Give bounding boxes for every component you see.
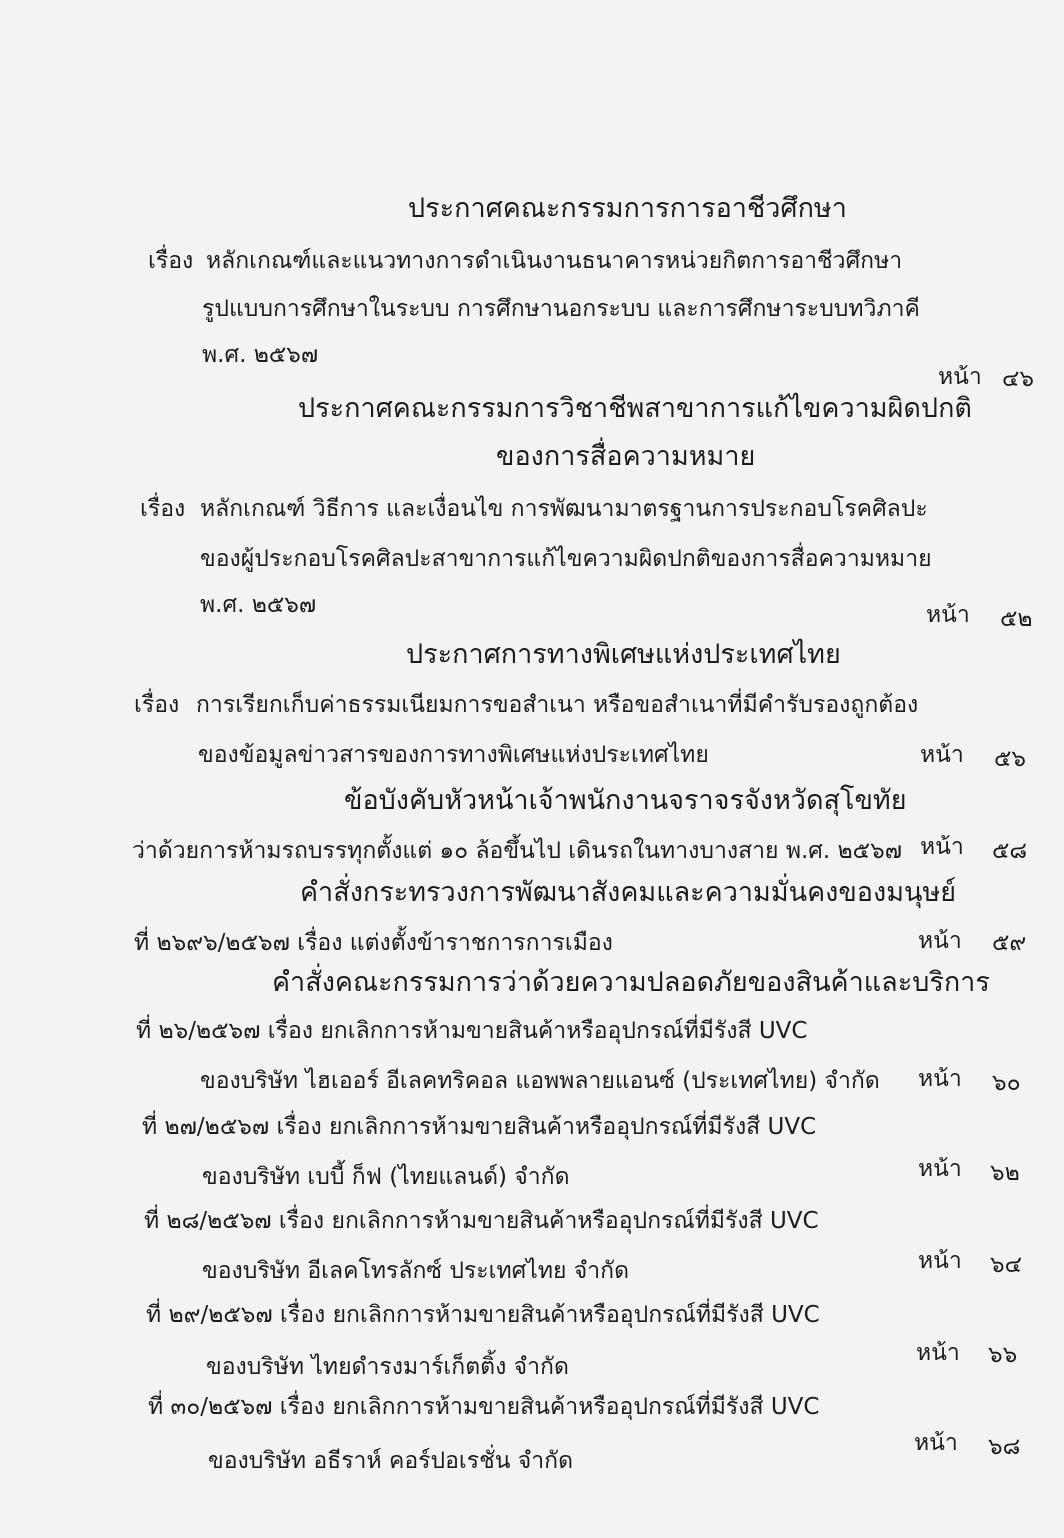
section-1-line-1: หลักเกณฑ์และแนวทางการดำเนินงานธนาคารหน่วยกิตการอาชีวศึกษา: [206, 248, 903, 274]
order-30-page-number: ๖๘: [988, 1434, 1021, 1460]
section-5-page-label: หน้า: [918, 928, 962, 954]
section-4-page-number: ๕๘: [992, 838, 1028, 864]
order-30-page-label: หน้า: [914, 1430, 958, 1456]
section-3-heading: ประกาศการทางพิเศษแห่งประเทศไทย: [406, 639, 841, 670]
section-3-page-number: ๕๖: [994, 746, 1027, 772]
order-27-page-label: หน้า: [918, 1156, 962, 1182]
order-28-page-number: ๖๔: [990, 1252, 1023, 1278]
section-5-line-1: ที่ ๒๖๙๖/๒๕๖๗ เรื่อง แต่งตั้งข้าราชการการเมือง: [134, 930, 613, 956]
order-29-page-number: ๖๖: [988, 1342, 1018, 1368]
order-30-line-2: ของบริษัท อธีราห์ คอร์ปอเรชั่น จำกัด: [208, 1448, 574, 1474]
order-29-line-2: ของบริษัท ไทยดำรงมาร์เก็ตติ้ง จำกัด: [206, 1354, 569, 1380]
section-1-page-number: ๔๖: [1002, 366, 1035, 392]
order-27-line-2: ของบริษัท เบบี้ ก็ฟ (ไทยแลนด์) จำกัด: [202, 1164, 570, 1190]
section-2-page-label: หน้า: [926, 602, 970, 628]
section-1-heading: ประกาศคณะกรรมการการอาชีวศึกษา: [408, 193, 847, 224]
section-2-heading-line-1: ประกาศคณะกรรมการวิชาชีพสาขาการแก้ไขความผิดปกติ: [298, 393, 972, 424]
section-3-rueang-label: เรื่อง: [134, 692, 180, 718]
section-5-page-number: ๕๙: [992, 930, 1027, 956]
order-26-page-number: ๖๐: [992, 1070, 1021, 1096]
order-28-line-2: ของบริษัท อีเลคโทรลักซ์ ประเทศไทย จำกัด: [202, 1258, 630, 1284]
section-2-rueang-label: เรื่อง: [140, 496, 186, 522]
section-1-line-3: พ.ศ. ๒๕๖๗: [202, 342, 319, 368]
section-3-line-1: การเรียกเก็บค่าธรรมเนียมการขอสำเนา หรือขอสำเนาที่มีคำรับรองถูกต้อง: [196, 692, 919, 718]
order-28-page-label: หน้า: [918, 1248, 962, 1274]
order-26-line-2: ของบริษัท ไฮเออร์ อีเลคทริคอล แอพพลายแอนซ์ (ประเทศไทย) จำกัด: [200, 1068, 880, 1094]
order-29-line-1: ที่ ๒๙/๒๕๖๗ เรื่อง ยกเลิกการห้ามขายสินค้าหรืออุปกรณ์ที่มีรังสี UVC: [146, 1302, 820, 1328]
section-3-page-label: หน้า: [920, 742, 964, 768]
order-30-line-1: ที่ ๓๐/๒๕๖๗ เรื่อง ยกเลิกการห้ามขายสินค้าหรืออุปกรณ์ที่มีรังสี UVC: [148, 1394, 820, 1420]
section-2-line-3: พ.ศ. ๒๕๖๗: [200, 592, 317, 618]
section-5-heading: คำสั่งกระทรวงการพัฒนาสังคมและความมั่นคงของมนุษย์: [300, 877, 957, 908]
order-26-page-label: หน้า: [918, 1066, 962, 1092]
section-4-page-label: หน้า: [920, 834, 964, 860]
section-1-page-label: หน้า: [938, 364, 982, 390]
section-4-line-1: ว่าด้วยการห้ามรถบรรทุกตั้งแต่ ๑๐ ล้อขึ้นไป เดินรถในทางบางสาย พ.ศ. ๒๕๖๗: [132, 838, 902, 864]
section-2-heading-line-2: ของการสื่อความหมาย: [496, 441, 756, 472]
section-2-line-2: ของผู้ประกอบโรคศิลปะสาขาการแก้ไขความผิดปกติของการสื่อความหมาย: [200, 546, 932, 572]
section-3-line-2: ของข้อมูลข่าวสารของการทางพิเศษแห่งประเทศไทย: [198, 742, 709, 768]
section-2-page-number: ๕๒: [1000, 606, 1033, 632]
order-27-line-1: ที่ ๒๗/๒๕๖๗ เรื่อง ยกเลิกการห้ามขายสินค้าหรืออุปกรณ์ที่มีรังสี UVC: [142, 1114, 817, 1140]
order-28-line-1: ที่ ๒๘/๒๕๖๗ เรื่อง ยกเลิกการห้ามขายสินค้าหรืออุปกรณ์ที่มีรังสี UVC: [144, 1208, 819, 1234]
order-29-page-label: หน้า: [916, 1340, 960, 1366]
order-26-line-1: ที่ ๒๖/๒๕๖๗ เรื่อง ยกเลิกการห้ามขายสินค้าหรืออุปกรณ์ที่มีรังสี UVC: [136, 1018, 808, 1044]
section-6-heading: คำสั่งคณะกรรมการว่าด้วยความปลอดภัยของสินค้าและบริการ: [272, 967, 990, 998]
section-1-rueang-label: เรื่อง: [148, 248, 194, 274]
section-2-line-1: หลักเกณฑ์ วิธีการ และเงื่อนไข การพัฒนามาตรฐานการประกอบโรคศิลปะ: [200, 496, 928, 522]
section-1-line-2: รูปแบบการศึกษาในระบบ การศึกษานอกระบบ และการศึกษาระบบทวิภาคี: [202, 296, 920, 322]
section-4-heading: ข้อบังคับหัวหน้าเจ้าพนักงานจราจรจังหวัดสุโขทัย: [344, 785, 907, 816]
order-27-page-number: ๖๒: [990, 1160, 1020, 1186]
